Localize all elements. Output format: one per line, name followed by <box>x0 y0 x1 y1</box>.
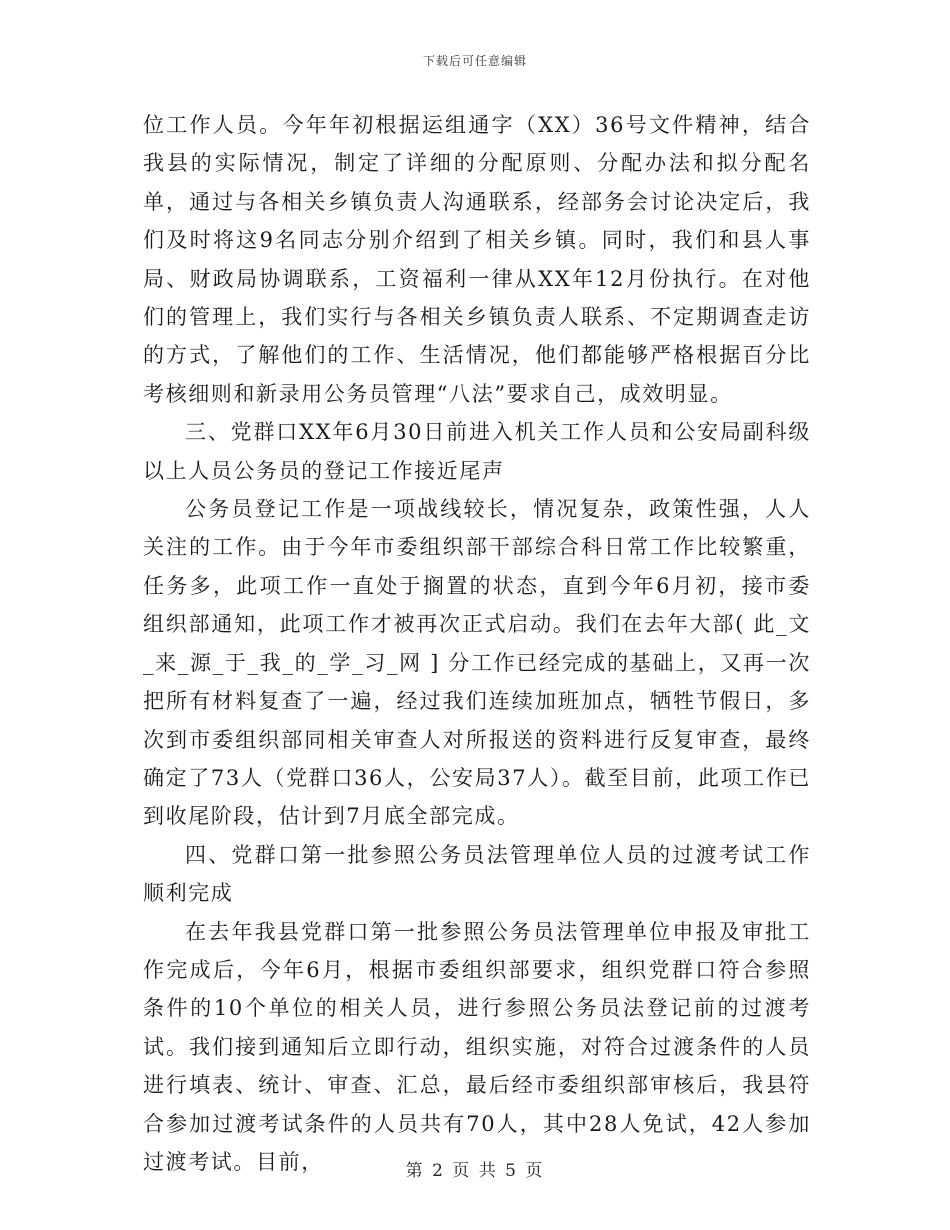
document-body <box>143 106 811 1181</box>
paragraph-transition-exam: 在去年我县党群口第一批参照公务员法管理单位申报及审批工作完成后，今年6月，根据市委组织部要求，组织党群口符合参照条件的10个单位的相关人员，进行参照公务员法登记前的过渡考试。我们接到通知后立即行动，组织实施，对符合过渡条件的人员进行填表、统计、审查、汇总，最后经市委组织部审核后，我县符合参加过渡考试条件的人员共有70人，其中28人免试，42人参加过渡考试。目前， <box>143 919 811 1174</box>
section-heading-4: 四、党群口第一批参照公务员法管理单位人员的过渡考试工作顺利完成 <box>143 842 811 906</box>
paragraph-continuation: 位工作人员。今年年初根据运组通字（XX）36号文件精神，结合我县的实际情况，制定了详细的分配原则、分配办法和拟分配名单，通过与各相关乡镇负责人沟通联系，经部务会讨论决定后，我们及时将这9名同志分别介绍到了相关乡镇。同时，我们和县人事局、财政局协调联系，工资福利一律从XX年12月份执行。在对他们的管理上，我们实行与各相关乡镇负责人联系、不定期调查走访的方式，了解他们的工作、生活情况，他们都能够严格根据百分比考核细则和新录用公务员管理“八法”要求自己，成效明显。 <box>143 113 811 406</box>
page-header: 下载后可任意编辑 <box>422 54 527 68</box>
paragraph-registration: 公务员登记工作是一项战线较长，情况复杂，政策性强，人人关注的工作。由于今年市委组织部干部综合科日常工作比较繁重，任务多，此项工作一直处于搁置的状态，直到今年6月初，接市委组织部通知，此项工作才被再次正式启动。我们在去年大部( 此_文_来_源_于_我_的_学_习_网 ] 分工作已经完成的基础上，又再一次把所有材料复查了一遍，经过我们连续加班加点，牺牲节假日，多次到市委组织部同相关审查人对所报送的资料进行反复审查，最终确定了73人（党群口36人，公安局37人）。截至目前，此项工作已到收尾阶段，估计到7月底全部完成。 <box>143 497 811 829</box>
page-number-footer: 第 2 页 共 5 页 <box>405 1161 545 1181</box>
section-heading-3: 三、党群口XX年6月30日前进入机关工作人员和公安局副科级以上人员公务员的登记工作接近尾声 <box>143 420 811 483</box>
